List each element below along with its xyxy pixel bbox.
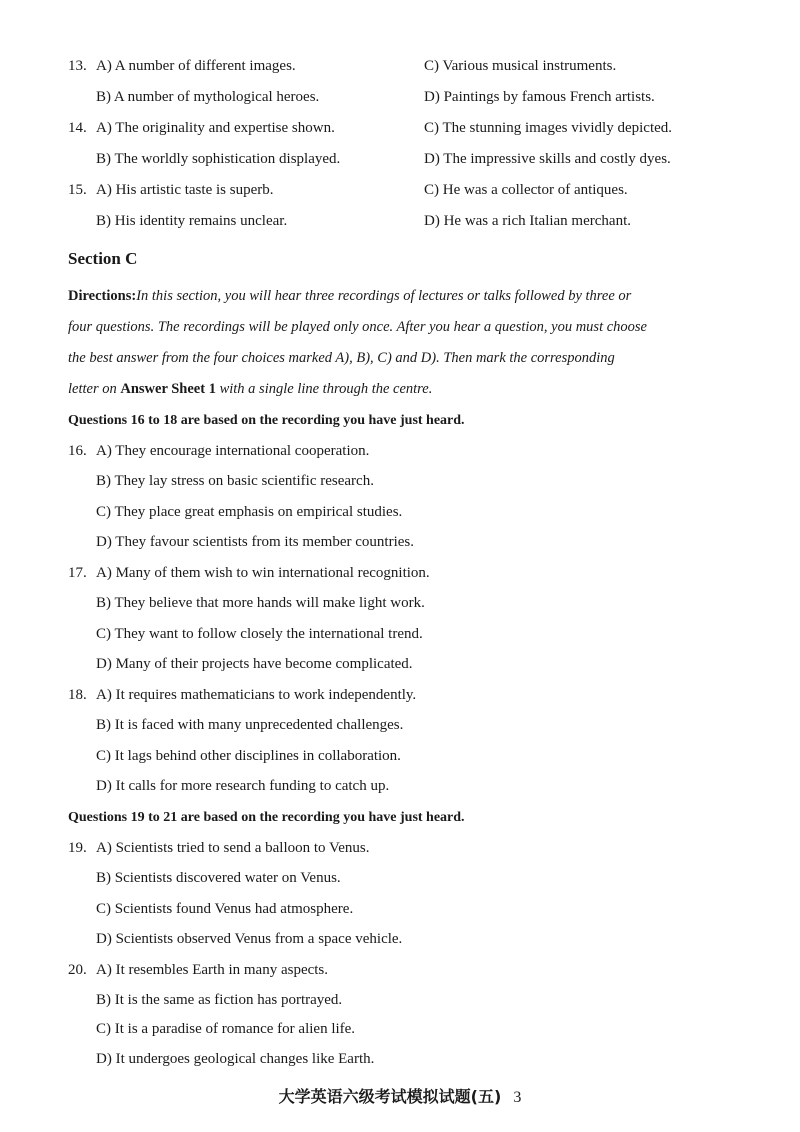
- q14-option-a: 14. A) The originality and expertise shown.: [68, 113, 335, 143]
- q14-row-1: [0, 113, 800, 143]
- question-number: 15.: [68, 182, 87, 198]
- q14-option-d: D) The impressive skills and costly dyes.: [424, 151, 671, 167]
- question-number: 14.: [68, 120, 87, 136]
- q15-option-c: C) He was a collector of antiques.: [424, 182, 628, 198]
- q15-option-a: 15. A) His artistic taste is superb.: [68, 175, 273, 205]
- directions-line-2: four questions. The recordings will be played only once. After you hear a question, you must choose: [68, 319, 647, 335]
- q13-option-b: B) A number of mythological heroes.: [96, 89, 320, 105]
- group1-header: Questions 16 to 18 are based on the recording you have just heard.: [68, 413, 465, 428]
- question-number: 18.: [68, 687, 87, 703]
- q18-option-c: C) It lags behind other disciplines in collaboration.: [96, 748, 401, 764]
- directions-line-1: Directions:In this section, you will hear three recordings of lectures or talks followed by three or: [68, 288, 632, 304]
- q20-option-c: C) It is a paradise of romance for alien life.: [96, 1021, 356, 1037]
- q16-option-b: B) They lay stress on basic scientific research.: [96, 473, 374, 489]
- q13-option-a: 13. A) A number of different images.: [68, 51, 296, 81]
- q18-option-d: D) It calls for more research funding to catch up.: [96, 778, 390, 794]
- question-number: 17.: [68, 565, 87, 581]
- directions-line-3: the best answer from the four choices marked A), B), C) and D). Then mark the corresponding: [68, 350, 615, 366]
- q13-option-c: C) Various musical instruments.: [424, 58, 617, 74]
- q14-option-b: B) The worldly sophistication displayed.: [96, 151, 341, 167]
- q20-option-b: B) It is the same as fiction has portrayed.: [96, 992, 343, 1008]
- page-footer: [0, 1084, 800, 1107]
- q15-row-1: [0, 175, 800, 205]
- q16-option-c: C) They place great emphasis on empirical studies.: [96, 504, 403, 520]
- q19-option-c: C) Scientists found Venus had atmosphere.: [96, 901, 354, 917]
- directions-line-4: letter on Answer Sheet 1 with a single line through the centre.: [68, 381, 433, 397]
- q14-option-c: C) The stunning images vividly depicted.: [424, 120, 673, 136]
- q20-option-d: D) It undergoes geological changes like Earth.: [96, 1051, 375, 1067]
- q15-option-b: B) His identity remains unclear.: [96, 213, 288, 229]
- q16-option-d: D) They favour scientists from its member countries.: [96, 534, 414, 550]
- footer-title: 大学英语六级考试模拟试题(五): [278, 1087, 502, 1106]
- q13-row-1: [0, 51, 800, 81]
- answer-sheet-label: Answer Sheet 1: [120, 381, 216, 397]
- question-number: 13.: [68, 58, 87, 74]
- q18-option-b: B) It is faced with many unprecedented challenges.: [96, 717, 404, 733]
- q15-option-d: D) He was a rich Italian merchant.: [424, 213, 631, 229]
- q17-option-d: D) Many of their projects have become complicated.: [96, 656, 413, 672]
- q17-option-c: C) They want to follow closely the international trend.: [96, 626, 423, 642]
- q19-option-b: B) Scientists discovered water on Venus.: [96, 870, 341, 886]
- q19-option-d: D) Scientists observed Venus from a space vehicle.: [96, 931, 403, 947]
- q15-row-2: [0, 206, 800, 236]
- q13-option-d: D) Paintings by famous French artists.: [424, 89, 655, 105]
- q17-option-a: 17. A) Many of them wish to win international recognition.: [0, 558, 800, 588]
- directions-label: Directions:: [68, 288, 137, 304]
- question-number: 20.: [68, 962, 87, 978]
- q13-row-2: [0, 82, 800, 112]
- question-number: 16.: [68, 443, 87, 459]
- section-title: Section C: [68, 249, 138, 268]
- page-number: 3: [513, 1089, 522, 1106]
- q14-row-2: [0, 144, 800, 174]
- q17-option-b: B) They believe that more hands will make light work.: [96, 595, 425, 611]
- q20-option-a: 20. A) It resembles Earth in many aspects.: [0, 955, 800, 985]
- q19-option-a: 19. A) Scientists tried to send a balloon to Venus.: [0, 833, 800, 863]
- q18-option-a: 18. A) It requires mathematicians to work independently.: [0, 680, 800, 710]
- question-number: 19.: [68, 840, 87, 856]
- group2-header: Questions 19 to 21 are based on the recording you have just heard.: [68, 810, 465, 825]
- q16-option-a: 16. A) They encourage international cooperation.: [0, 436, 800, 466]
